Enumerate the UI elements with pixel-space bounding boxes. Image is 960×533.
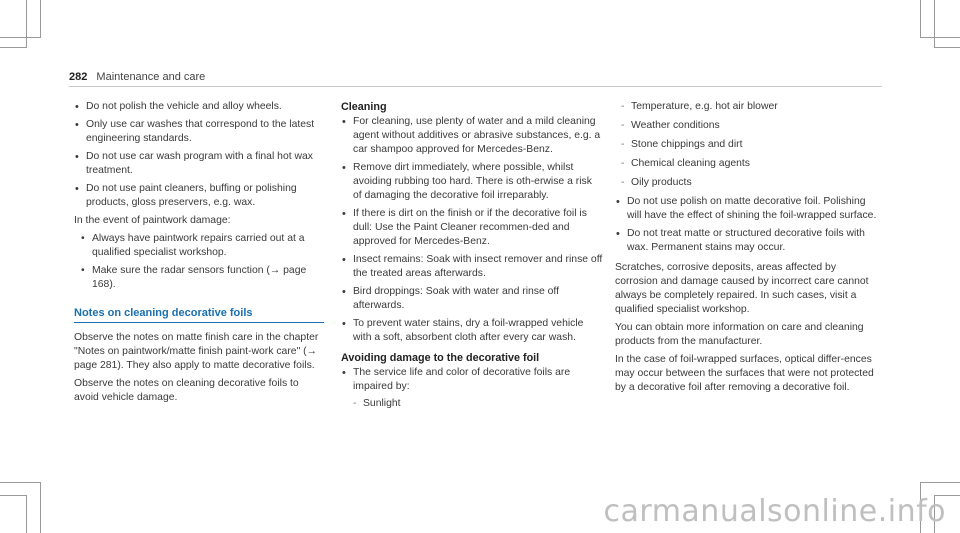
- list-item: • Make sure the radar sensors function (→ page 168).: [80, 264, 324, 292]
- list-item: • For cleaning, use plenty of water and a mild cleaning agent without additives or abrasive substances, e.g. a car shampoo approved for Mercedes-Benz.: [341, 115, 603, 157]
- header-rule: [69, 86, 882, 87]
- list-item: • Bird droppings: Soak with water and rinse off afterwards.: [341, 285, 603, 313]
- crop-mark: [920, 0, 921, 38]
- column-1: [74, 100, 324, 409]
- list-item: • Always have paintwork repairs carried out at a qualified specialist workshop.: [80, 232, 324, 260]
- crop-mark: [934, 0, 935, 48]
- crop-mark: [26, 0, 27, 48]
- heading-avoiding-damage: Avoiding damage to the decorative foil: [341, 352, 540, 364]
- list-item: • Remove dirt immediately, where possible, whilst avoiding rubbing too hard. There is oth-erwise a risk of damaging the decorative foil irreparably.: [341, 161, 603, 203]
- paragraph: In the case of foil-wrapped surfaces, optical differ-ences may occur between the surfaces that were not protected by a decorative foil after removing a decorative foil.: [615, 354, 874, 393]
- care-bullets: [74, 100, 324, 210]
- list-item: • Insect remains: Soak with insect remover and rinse off the treated areas afterwards.: [341, 253, 603, 281]
- list-item: • If there is dirt on the finish or if the decorative foil is dull: Use the Paint Cleaner recommen-ded and approved for Mercedes-Benz.: [341, 207, 603, 249]
- list-item: - Weather conditions: [621, 119, 877, 133]
- list-item-text: The service life and color of decorative foils are impaired by:: [353, 367, 571, 392]
- crop-mark: [40, 482, 41, 533]
- list-item: [341, 366, 603, 411]
- damage-intro: In the event of paintwork damage:: [74, 215, 231, 226]
- list-item: • Do not use car wash program with a final hot wax treatment.: [74, 150, 324, 178]
- crop-mark: [26, 495, 27, 533]
- list-item: - Oily products: [621, 176, 877, 190]
- page-number: 282: [69, 71, 88, 83]
- paragraph: Observe the notes on matte finish care in the chapter "Notes on paintwork/matte finish paint-work care" (→ page 281). They also apply to matte decorative foils.: [74, 332, 319, 371]
- list-item: • Do not use paint cleaners, buffing or polishing products, gloss preservers, e.g. wax.: [74, 182, 324, 210]
- crop-mark: [0, 495, 26, 496]
- cleaning-bullets: [341, 115, 603, 345]
- column-2: [341, 100, 603, 416]
- column-3: [615, 100, 877, 399]
- crop-mark: [934, 47, 960, 48]
- crop-mark: [0, 37, 40, 38]
- crop-mark: [920, 482, 960, 483]
- heading-decorative-foils: Notes on cleaning decorative foils: [74, 306, 324, 323]
- paragraph: Scratches, corrosive deposits, areas affected by corrosion and damage caused by incorrect care cannot always be completely repaired. In such cases, visit a qualified specialist workshop.: [615, 262, 869, 315]
- paragraph: Observe the notes on cleaning decorative foils to avoid vehicle damage.: [74, 378, 299, 403]
- paragraph: You can obtain more information on care and cleaning products from the manufacturer.: [615, 322, 864, 347]
- avoid-bullets: [341, 366, 603, 411]
- list-item: - Sunlight: [353, 397, 603, 411]
- impair-factors-cont: [621, 100, 877, 190]
- list-item: - Temperature, e.g. hot air blower: [621, 100, 877, 114]
- page-header: [69, 71, 205, 83]
- crop-mark: [0, 47, 26, 48]
- list-item: • To prevent water stains, dry a foil-wrapped vehicle with a soft, absorbent cloth after every car wash.: [341, 317, 603, 345]
- damage-bullets: [80, 232, 324, 292]
- crop-mark: [40, 0, 41, 38]
- crop-mark: [0, 482, 40, 483]
- watermark: carmanualsonline.info: [603, 494, 946, 529]
- list-item: • Do not treat matte or structured decorative foils with wax. Permanent stains may occur.: [615, 227, 877, 255]
- crop-mark: [920, 37, 960, 38]
- heading-cleaning: Cleaning: [341, 101, 387, 113]
- list-item: • Do not polish the vehicle and alloy wheels.: [74, 100, 324, 114]
- impair-factors: [353, 397, 603, 411]
- list-item: • Do not use polish on matte decorative foil. Polishing will have the effect of shining the foil-wrapped surface.: [615, 195, 877, 223]
- section-title: Maintenance and care: [96, 71, 206, 83]
- list-item: • Only use car washes that correspond to the latest engineering standards.: [74, 118, 324, 146]
- matte-bullets: [615, 195, 877, 255]
- list-item: - Stone chippings and dirt: [621, 138, 877, 152]
- list-item: - Chemical cleaning agents: [621, 157, 877, 171]
